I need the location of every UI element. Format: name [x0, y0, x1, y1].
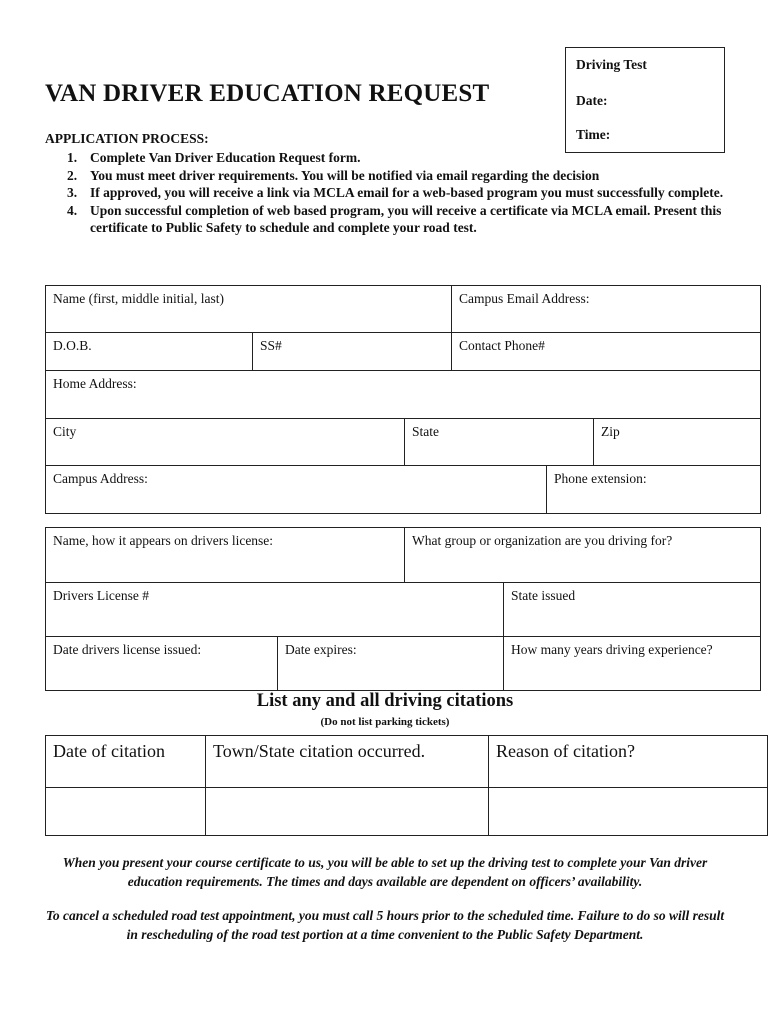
step-text: You must meet driver requirements. You will be notified via email regarding the decision — [90, 167, 600, 183]
date-issued-field[interactable]: Date drivers license issued: — [46, 637, 278, 691]
application-steps-list — [45, 149, 745, 237]
step-item — [45, 167, 745, 185]
citation-location-header: Town/State citation occurred. — [206, 736, 489, 788]
driving-test-box — [565, 47, 725, 153]
step-text: Complete Van Driver Education Request form. — [90, 150, 361, 165]
driving-group-field[interactable]: What group or organization are you driving for? — [405, 528, 761, 583]
step-text: Upon successful completion of web based program, you will receive a certificate via MCLA email. Present this certificate to Public Safety to schedule and complete your road test. — [90, 202, 722, 235]
driving-test-date-label: Date: — [576, 93, 608, 108]
campus-email-field[interactable]: Campus Email Address: — [452, 286, 761, 333]
step-item — [45, 202, 745, 237]
step-number: 4. — [67, 202, 78, 218]
step-number: 1. — [67, 150, 78, 165]
ssn-field[interactable]: SS# — [253, 333, 452, 371]
citations-heading: List any and all driving citations — [256, 691, 514, 711]
cancellation-note: To cancel a scheduled road test appointment, you must call 5 hours prior to the scheduled time. Failure to do so will result in rescheduling of the road test portion at a time convenient to the Public Safety Department. — [45, 908, 725, 942]
step-item — [45, 184, 745, 202]
license-info-table — [45, 527, 761, 691]
state-field[interactable]: State — [405, 419, 594, 466]
driving-test-time-label: Time: — [576, 127, 611, 142]
step-text: If approved, you will receive a link via MCLA email for a web-based program you must successfully complete. — [90, 185, 724, 200]
application-process-heading: APPLICATION PROCESS: — [45, 131, 209, 146]
dob-field[interactable]: D.O.B. — [46, 333, 253, 371]
date-expires-field[interactable]: Date expires: — [278, 637, 504, 691]
step-number: 2. — [67, 167, 78, 183]
citation-location-cell[interactable] — [206, 788, 489, 836]
citation-reason-cell[interactable] — [489, 788, 768, 836]
step-item — [45, 149, 745, 167]
contact-phone-field[interactable]: Contact Phone# — [452, 333, 761, 371]
years-experience-field[interactable]: How many years driving experience? — [504, 637, 761, 691]
city-field[interactable]: City — [46, 419, 405, 466]
phone-extension-field[interactable]: Phone extension: — [547, 466, 761, 514]
license-number-field[interactable]: Drivers License # — [46, 583, 504, 637]
course-certificate-note: When you present your course certificate to us, you will be able to set up the driving test to complete your Van driver education requirements. The times and days available are dependent on officers’ availability. — [62, 855, 708, 889]
citation-date-cell[interactable] — [46, 788, 206, 836]
citation-reason-header: Reason of citation? — [489, 736, 768, 788]
name-field[interactable]: Name (first, middle initial, last) — [46, 286, 452, 333]
home-address-field[interactable]: Home Address: — [46, 371, 761, 419]
zip-field[interactable]: Zip — [594, 419, 761, 466]
citations-table — [45, 735, 768, 836]
driving-test-heading: Driving Test — [576, 57, 647, 72]
step-number: 3. — [67, 185, 78, 200]
campus-address-field[interactable]: Campus Address: — [46, 466, 547, 514]
citation-date-header: Date of citation — [46, 736, 206, 788]
citations-subheading: (Do not list parking tickets) — [320, 716, 450, 728]
state-issued-field[interactable]: State issued — [504, 583, 761, 637]
page-title: VAN DRIVER EDUCATION REQUEST — [45, 80, 490, 107]
license-name-field[interactable]: Name, how it appears on drivers license: — [46, 528, 405, 583]
personal-info-table — [45, 285, 761, 514]
